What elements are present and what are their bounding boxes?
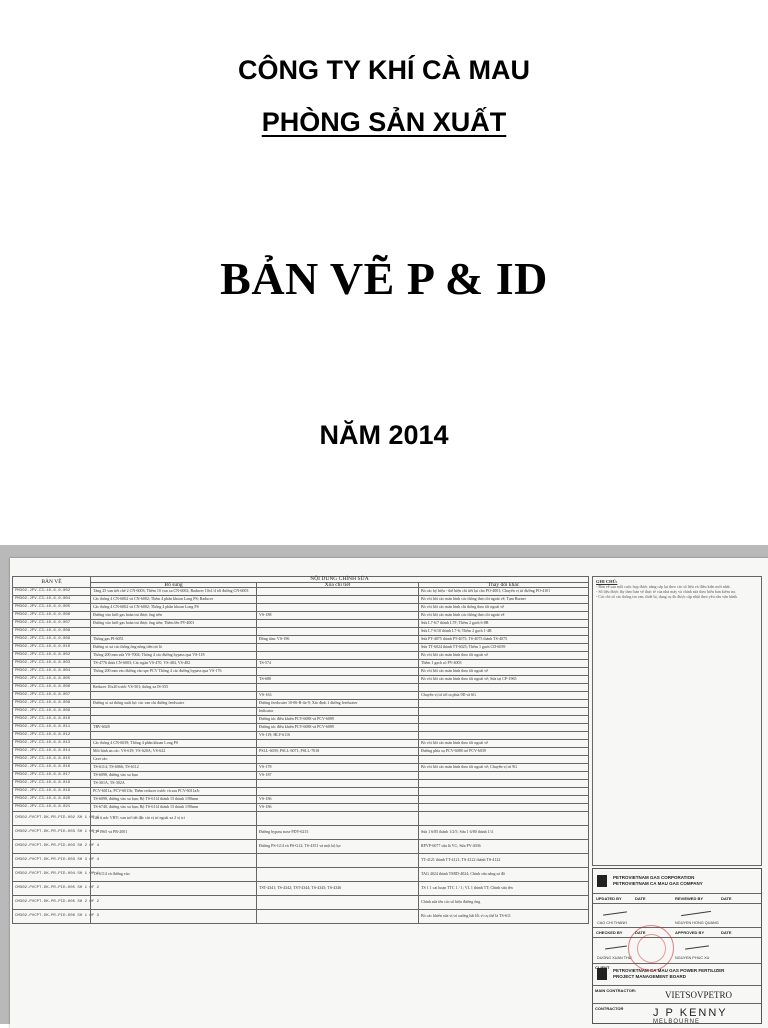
table-row (13, 668, 589, 676)
table-row (13, 612, 589, 620)
cell-drawing-code: CM302-PVCPT.DK-PR-PID-006 SH 1 OF 3 (13, 910, 91, 924)
col-drawing-header: BẢN VẼ (13, 577, 91, 588)
cell-added: Các thông 4 CN-6002 và CN-6002; Thông 4 phần khoan Long PS (91, 604, 257, 612)
table-row (13, 732, 589, 740)
table-row (13, 660, 589, 668)
table-row (13, 840, 589, 854)
cell-added: Tăng 25 van tiết chế 2 CN-6003; Thêm 10 van xa CN-6002; Raducer 10x1/4 tới đường CN-6003 (91, 588, 257, 596)
cell-changed (419, 772, 589, 780)
table-row (13, 596, 589, 604)
table-row (13, 804, 589, 812)
cell-added: Ghi ít nấc VHV; van trở tiết đặc cài vị trí ngoài xa 2 vị trí (91, 812, 257, 826)
cell-drawing-code: PM302-JPV-C3-10-6-8-021 (13, 804, 91, 812)
cell-removed: Đường PS-G14 và PS-G12; TS-4351 và một bộ lọc (257, 840, 419, 854)
table-row (13, 896, 589, 910)
cell-drawing-code: PM302-JPV-C3-10-6-8-002 (13, 652, 91, 660)
cell-drawing-code: PM302-JPV-C3-10-6-8-018 (13, 780, 91, 788)
cell-drawing-code: PM302-JPV-C3-10-6-8-011 (13, 724, 91, 732)
company-seal-stamp (628, 925, 674, 971)
cell-removed (257, 896, 419, 910)
table-row (13, 588, 589, 596)
contractor-city: MELBOURNE (653, 1019, 701, 1025)
cell-removed (257, 740, 419, 748)
signature-1 (603, 911, 627, 915)
cell-removed: PSLL-6039; PSLL-6071; PSLL-7018 (257, 748, 419, 756)
cell-added: Các thông 4 CN-6002 và CN-6002; Thêm 4 phân khoan Long PS; Raducer (91, 596, 257, 604)
cell-drawing-code: PM302-JPV-C3-10-6-8-016 (13, 764, 91, 772)
cell-added: Reducer 10x20 trước VS-501; thông xa IS-555 (91, 684, 257, 692)
signature-4 (685, 945, 709, 949)
cell-drawing-code: CM302-PVCPT.DK-PR-PID-005 SH 2 OF 2 (13, 896, 91, 910)
table-row (13, 724, 589, 732)
cell-drawing-code: PM302-JPV-C3-10-6-8-005 (13, 676, 91, 684)
cell-changed (419, 684, 589, 692)
signature-3 (605, 945, 627, 949)
cell-removed (257, 684, 419, 692)
cell-changed: RPVP-6077 sửa là VC; Sửa PV-4036 (419, 840, 589, 854)
cell-added: TS-4776 thừa CN-6003; Các ngăn VS-470, VS-484, VS-482 (91, 660, 257, 668)
table-row (13, 756, 589, 764)
cell-added: Thông 200 mm vào đường vào spe PCV Thông 4 các đường bypass qua VS-176 (91, 668, 257, 676)
notes-heading: GHI CHÚ: (596, 579, 618, 584)
cell-removed: Đường tác điều khiển PCV-6088 và PCV-6089 (257, 724, 419, 732)
note-item-2: - Số liệu được lấy theo bản vẽ thực tế của nhà máy và chỉnh sửa theo biên bản kiểm tra. (596, 589, 737, 594)
checker-name: DUONG XUAN THU (597, 956, 632, 960)
cell-removed (257, 588, 419, 596)
table-row (13, 910, 589, 924)
table-row (13, 652, 589, 660)
cell-added: TS-6114; TS-6066; TS-6112 (91, 764, 257, 772)
table-row (13, 748, 589, 756)
cell-added (91, 716, 257, 724)
revision-table-body (13, 588, 589, 924)
table-row (13, 708, 589, 716)
cell-drawing-code: PM302-JPV-C3-10-6-8-010 (13, 716, 91, 724)
cell-removed: TST-4341; TS-4342; TST-4344; TS-4345; TS-4346 (257, 882, 419, 896)
cell-added (91, 732, 257, 740)
cell-drawing-code: PM302-JPV-C3-10-6-8-012 (13, 732, 91, 740)
cell-added: PCV-6011a, PCV-6011b; Thêm reducer trước và sau PCV-6011a/b (91, 788, 257, 796)
cell-added (91, 708, 257, 716)
cell-changed: Bỏ các khiển sửa vị trí xưởng bắt lỗi vì cụ thể là TS-611 (419, 910, 589, 924)
cell-added: Đường xi xả thông xuất lực các van chi đường feedwater (91, 700, 257, 708)
date-label-4: DATE (721, 930, 732, 935)
col-content-header: NỘI DUNG CHỈNH SỬA (91, 577, 589, 583)
cell-drawing-code: PM302-JPV-C3-10-6-8-019 (13, 788, 91, 796)
table-row (13, 692, 589, 700)
client-label: CLIENT (595, 965, 610, 970)
cell-added: Mối hình an các: VS-619; VS-620A; VS-622 (91, 748, 257, 756)
table-row (13, 716, 589, 724)
approved-by-label: APPROVED BY (675, 930, 705, 935)
cell-removed: TS-574 (257, 660, 419, 668)
col-removed-header: Xóa chi tiết (257, 582, 419, 588)
table-row (13, 812, 589, 826)
department-title (0, 107, 768, 138)
year-title: NĂM 2014 (319, 420, 449, 450)
table-row (13, 826, 589, 840)
table-row (13, 780, 589, 788)
cell-changed (419, 804, 589, 812)
cell-changed: Bỏ vòi hồi các màn hình các thông theo tồi ngoài vẽ (419, 612, 589, 620)
cell-added: Đường xi xả các thông ống nồng tiến trò lò (91, 644, 257, 652)
cell-drawing-code: CM302-PVCPT.DK-PR-PID-003 SH 1 OF 4 (13, 826, 91, 840)
cell-changed: Bỏ vòi hồi các màn hình theo tồi ngoài vẽ; Sửa tại CP-1965 (419, 676, 589, 684)
cell-added: Thông 200 mm sửa VS-7004; Thông 4 các đường bypass qua VS-118 (91, 652, 257, 660)
department-title-text: PHÒNG SẢN XUẤT (261, 107, 507, 137)
cell-added (91, 840, 257, 854)
cell-added: TRV-6028 (91, 724, 257, 732)
cell-removed (257, 620, 419, 628)
cell-drawing-code: PM302-JPV-C3-10-6-8-003 (13, 660, 91, 668)
client-name: PETROVIETNAM CA MAU GAS POWER FERTILIZER (613, 968, 725, 973)
cell-added: Các thông 4 CN-6039; Thông 4 phân khoan Long PS (91, 740, 257, 748)
cell-added: TS-6740, đường vào xa bạn; Bộ TS-6114 thành 15 thành 1/90mm (91, 804, 257, 812)
contractor-label: CONTRACTOR (595, 1006, 624, 1011)
cell-added: CP-1965 và PR-2001 (91, 826, 257, 840)
cell-changed: TT-4121 thành TT-4121; TS-4122 thành TS-4122 (419, 854, 589, 868)
cell-removed: Indicator (257, 708, 419, 716)
cell-drawing-code: PM302-JPV-C3-10-6-0-007 (13, 620, 91, 628)
cell-changed: TS 1 1 cai hoạn TTC 1 / 1; VL 1 thành TT; Chỉnh sửa tên (419, 882, 589, 896)
main-contractor-name: VIETSOVPETRO (665, 990, 732, 1000)
cell-removed: Đường tác điều khiển PCV-6088 và PCV-6089 (257, 716, 419, 724)
client-board: PROJECT MANAGEMENT BOARD (613, 974, 687, 979)
cell-removed (257, 868, 419, 882)
cell-changed (419, 788, 589, 796)
table-row (13, 636, 589, 644)
cell-changed: Chỉnh sửa tên các số hiệu đường ống (419, 896, 589, 910)
contractor-name: J P KENNY (653, 1007, 728, 1019)
cell-added: TS-6098, đường vào xa bạn (91, 772, 257, 780)
cell-removed (257, 604, 419, 612)
col-added-header: Bổ sung (91, 582, 257, 588)
cell-changed: TAG 4024 thành TSRD-4024; Chỉnh sửa nâng sơ đồ (419, 868, 589, 882)
cell-added: Đường vào lưới gas hoàn trả được ống trền (91, 612, 257, 620)
cell-removed (257, 652, 419, 660)
table-row (13, 854, 589, 868)
date-label-3: DATE (635, 930, 646, 935)
table-row (13, 868, 589, 882)
pv-gas-logo-icon (597, 875, 607, 887)
cell-drawing-code: PM302-JPV-C3-10-6-8-014 (13, 748, 91, 756)
cell-added: Đường vào lưới gas hoàn trả được ống trền; Thêm lên PV-4001 (91, 620, 257, 628)
cell-drawing-code: CM302-PVCPT.DK-PR-PID-003 SH 3 OF 4 (13, 854, 91, 868)
table-row (13, 882, 589, 896)
revision-table (12, 576, 589, 924)
cell-removed: VS-186 (257, 796, 419, 804)
note-item-1: - Bản vẽ sau mỗi cuộc họp được nâng cấp lại theo các số liệu và điều kiện mới nhất. (596, 584, 731, 589)
cell-changed (419, 780, 589, 788)
cell-added (91, 896, 257, 910)
cell-changed: Sửa PT-4075 thành PT-4075; TS-4075 thành TS-4075 (419, 636, 589, 644)
cell-changed: Sửa TT-6024 thành TT-6025; Thêm 1 gạch CD-6039 (419, 644, 589, 652)
cell-drawing-code: PM302-JPV-C3-10-6-8-009 (13, 708, 91, 716)
table-row (13, 764, 589, 772)
cell-drawing-code: PM302-JPV-C3-10-6-8-004 (13, 668, 91, 676)
cell-drawing-code: PM302-JPV-C3-10-6-0-006 (13, 612, 91, 620)
cell-changed (419, 708, 589, 716)
cell-drawing-code: PM302-JPV-C3-10-6-8-013 (13, 740, 91, 748)
cell-added (91, 628, 257, 636)
cell-removed: VS-188 (257, 612, 419, 620)
cell-changed: Bỏ vòi hồi các màn hình chi thông theo tồi ngoài vẽ (419, 604, 589, 612)
note-item-3: - Các chỉ số các thông tin van, thiết bị, dụng cụ đo được cập nhật theo yêu cầu vận hành. (596, 594, 738, 599)
cell-changed: Bỏ các ký hiệu - thể hiện chi tiết lại cho PO-4001; Chuyển vị trí đường PO-4101 (419, 588, 589, 596)
cell-drawing-code: CM302-PVCPT.DK-PR-PID-003 SH 2 OF 4 (13, 840, 91, 854)
cell-changed (419, 812, 589, 826)
cell-added: TS-6098, đường vào xa bạn; Bộ TS-6114 thành 15 thành 1/90mm (91, 796, 257, 804)
cell-changed (419, 756, 589, 764)
table-row (13, 628, 589, 636)
cell-removed (257, 644, 419, 652)
document-title: BẢN VẼ P & ID (220, 253, 548, 304)
updated-by-label: UPDATED BY (596, 896, 622, 901)
cell-drawing-code: PM302-JPV-C3-10-6-8-017 (13, 772, 91, 780)
cell-removed (257, 910, 419, 924)
company-title: CÔNG TY KHÍ CÀ MAU (237, 55, 530, 85)
cell-removed: TS-688 (257, 676, 419, 684)
cell-added: Thông gas PI-6051 (91, 636, 257, 644)
cell-removed (257, 668, 419, 676)
cell-changed: Sửa L7-6/7 thành L7F; Thêm 2 gạch 6-8R (419, 620, 589, 628)
cell-drawing-code: PM302-JPV-C3-10-6-0-010 (13, 644, 91, 652)
title-block (592, 868, 762, 1024)
cell-removed: VS-187 (257, 772, 419, 780)
cell-added: TS-6114 và đường vào (91, 868, 257, 882)
table-row (13, 684, 589, 692)
cell-added (91, 676, 257, 684)
cell-drawing-code: PM302-JPV-C3-10-6-8-020 (13, 796, 91, 804)
table-row (13, 772, 589, 780)
cell-added (91, 854, 257, 868)
owner-name: PETROVIETNAM GAS CORPORATION (613, 875, 695, 880)
cell-changed: Bỏ vòi hồi các màn hình theo tồi ngoài vẽ; Chuyển vị trí 9G (419, 764, 589, 772)
updater-name: CAO CHI THANH (597, 921, 627, 925)
cell-changed (419, 700, 589, 708)
cell-changed: Sửa L7-6/10 thành L7-6; Thêm 2 gạch 1-4R (419, 628, 589, 636)
table-row (13, 740, 589, 748)
cell-removed: Đồng tâm: VS-196 (257, 636, 419, 644)
date-label-1: DATE (635, 896, 646, 901)
cell-changed: Bỏ vòi hồi các màn hình theo tồi ngoài vẽ (419, 740, 589, 748)
cell-drawing-code: PM302-JPV-C3-10-6-0-004 (13, 596, 91, 604)
cell-removed (257, 854, 419, 868)
cell-removed: VS-186 (257, 804, 419, 812)
cell-changed: Chuyển vị trí tới ra phía 9D và 6G (419, 692, 589, 700)
cell-changed: Sửa 1 6/85 thành 1/2/5; Sửa 1 6/80 thành 1/4 (419, 826, 589, 840)
owner-block (613, 875, 703, 887)
cell-drawing-code: PM302-JPV-C3-10-6-0-009 (13, 636, 91, 644)
notes-panel (592, 576, 762, 866)
owner-company: PETROVIETNAM CA MAU GAS COMPANY (613, 881, 703, 886)
date-label-2: DATE (721, 896, 732, 901)
cell-drawing-code: PM302-JPV-C3-10-6-8-015 (13, 756, 91, 764)
cell-drawing-code: PM302-JPV-C3-10-6-8-006 (13, 684, 91, 692)
cell-changed (419, 732, 589, 740)
cell-changed (419, 716, 589, 724)
cell-added (91, 692, 257, 700)
cell-changed: Thêm 1 gạch số PV-4003 (419, 660, 589, 668)
cell-changed: Bỏ vòi hồi các màn hình theo tồi ngoài vẽ (419, 668, 589, 676)
cell-removed (257, 812, 419, 826)
cell-removed: Đường bypass nose PDV-6215 (257, 826, 419, 840)
cell-added (91, 910, 257, 924)
cell-drawing-code: PM302-JPV-C3-10-6-0-008 (13, 628, 91, 636)
main-contractor-label: MAIN CONTRACTOR: (595, 988, 637, 993)
reviewed-by-label: REVIEWED BY (675, 896, 704, 901)
cell-removed (257, 780, 419, 788)
cell-changed: Đường phía xạ PCV-6088 trở PCV-6039 (419, 748, 589, 756)
table-row (13, 644, 589, 652)
table-row (13, 796, 589, 804)
cell-changed: Bỏ vòi hồi các màn hình theo tồi ngoài vẽ (419, 652, 589, 660)
cell-drawing-code: CM302-PVCPT.DK-PR-PID-002 SH 1 OF 1 (13, 812, 91, 826)
cell-drawing-code: CM302-PVCPT.DK-PR-PID-004 SH 1 OF 1 (13, 868, 91, 882)
checked-by-label: CHECKED BY (596, 930, 623, 935)
cell-added (91, 882, 257, 896)
cell-removed (257, 596, 419, 604)
cell-drawing-code: PM302-JPV-C3-10-6-0-005 (13, 604, 91, 612)
cell-added: TS-301A, TS-302A (91, 780, 257, 788)
client-block (613, 968, 724, 980)
cell-drawing-code: PM302-JPV-C3-10-6-8-008 (13, 700, 91, 708)
cell-removed (257, 756, 419, 764)
cell-added: Cave rào (91, 756, 257, 764)
cell-removed: VS-119; HLY-6116 (257, 732, 419, 740)
cell-changed (419, 724, 589, 732)
table-row (13, 604, 589, 612)
cell-changed: Bỏ vòi hồi các màn hình các thông theo tồi ngoài vẽ; Tạm Burner (419, 596, 589, 604)
table-row (13, 676, 589, 684)
reviewer-name: NGUYEN HONG QUANG (675, 921, 719, 925)
signature-2 (681, 911, 711, 916)
table-row (13, 700, 589, 708)
cell-removed: VS-163 (257, 692, 419, 700)
cell-removed (257, 788, 419, 796)
table-row (13, 620, 589, 628)
cell-removed: Đường feedwater 10-06-R-4a-9; Xác định 1 đường feedwater (257, 700, 419, 708)
cell-changed (419, 796, 589, 804)
approver-name: NGUYEN PHUC XU (675, 956, 710, 960)
col-changed-header: Thay đổi khác (419, 582, 589, 588)
cell-drawing-code: PM302-JPV-C3-10-6-8-007 (13, 692, 91, 700)
table-row (13, 788, 589, 796)
cell-drawing-code: PM302-JPV-C3-10-6-0-002 (13, 588, 91, 596)
cell-removed (257, 628, 419, 636)
cell-drawing-code: CM302-PVCPT.DK-PR-PID-005 SH 1 OF 2 (13, 882, 91, 896)
cell-removed: VS-178 (257, 764, 419, 772)
